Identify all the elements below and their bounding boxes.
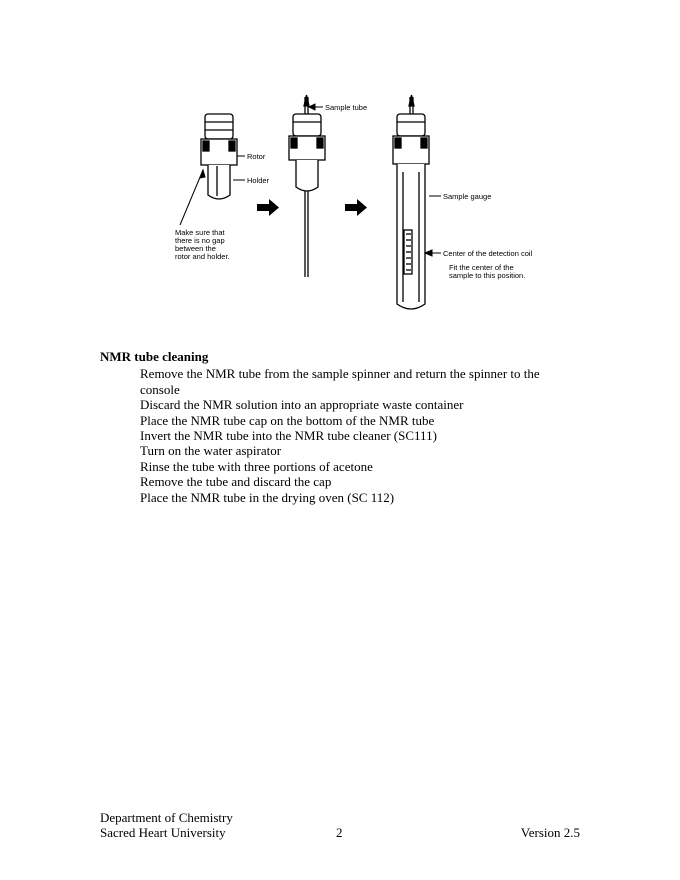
spinner-assembly-2: [289, 95, 325, 277]
fit-note-line-2: sample to this position.: [449, 271, 526, 280]
cleaning-step: Remove the tube and discard the cap: [140, 474, 332, 490]
gap-note-line-2: there is no gap: [175, 236, 225, 245]
gap-note-line-3: between the: [175, 244, 216, 253]
sample-gauge-label: Sample gauge: [443, 192, 492, 201]
footer-version: Version 2.5: [520, 825, 580, 840]
gap-note-line-4: rotor and holder.: [175, 252, 230, 261]
cleaning-step: Place the NMR tube in the drying oven (SC 112): [140, 489, 395, 505]
footer-university: Sacred Heart University: [100, 825, 226, 840]
cleaning-step: Place the NMR tube cap on the bottom of the NMR tube: [140, 412, 435, 428]
cleaning-step: Discard the NMR solution into an appropriate waste container: [140, 397, 464, 413]
cleaning-step: Remove the NMR tube from the sample spinner and return the spinner to the console: [140, 366, 540, 397]
nmr-sample-spinner-figure: [165, 92, 555, 317]
section-title: NMR tube cleaning: [100, 349, 209, 364]
fit-note-line-1: Fit the center of the: [449, 263, 514, 272]
cleaning-step: Rinse the tube with three portions of acetone: [140, 458, 373, 474]
cleaning-step: Turn on the water aspirator: [140, 443, 282, 459]
right-arrow-icon: [345, 199, 367, 216]
page-number: 2: [336, 825, 343, 840]
spinner-in-gauge: [393, 95, 429, 309]
spinner-assembly-1: [201, 114, 237, 199]
holder-label: Holder: [247, 176, 270, 185]
footer-department: Department of Chemistry: [100, 810, 233, 825]
gap-note-line-1: Make sure that: [175, 228, 225, 237]
page-footer: [100, 810, 580, 840]
sample-tube-label: Sample tube: [325, 103, 368, 112]
cleaning-step: Invert the NMR tube into the NMR tube cleaner (SC111): [140, 428, 437, 444]
cleaning-steps-list: [100, 366, 580, 505]
detection-coil-label: Center of the detection coil: [443, 249, 533, 258]
rotor-label: Rotor: [247, 152, 266, 161]
nmr-tube-cleaning-section: [100, 349, 580, 505]
right-arrow-icon: [257, 199, 279, 216]
